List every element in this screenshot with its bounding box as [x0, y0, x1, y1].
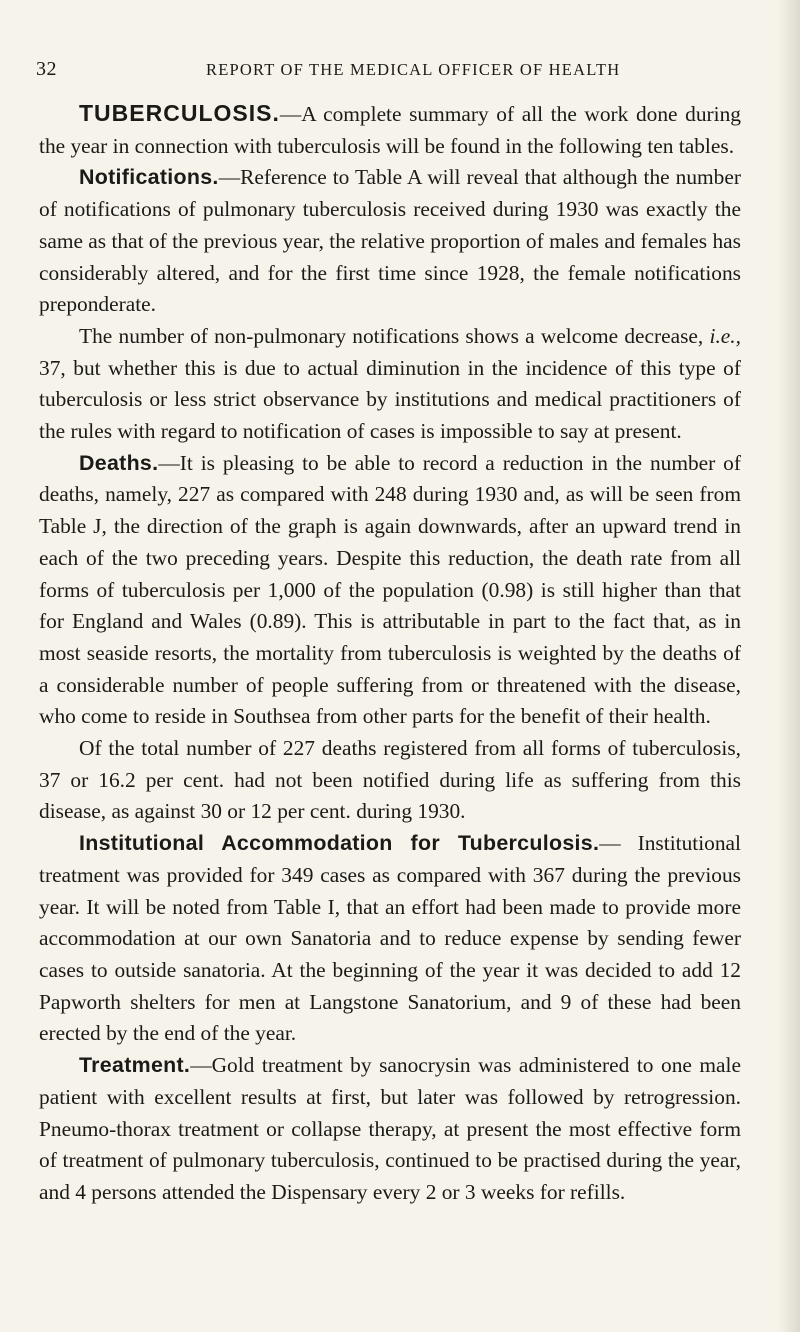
- paragraph-deaths: [39, 448, 741, 733]
- page-header: [36, 58, 730, 82]
- paragraph-tuberculosis: [39, 98, 741, 162]
- paragraph-non-pulmonary: [39, 321, 741, 448]
- running-title: REPORT OF THE MEDICAL OFFICER OF HEALTH: [206, 60, 621, 79]
- paragraph-institutional: [39, 828, 741, 1050]
- section-heading-treatment: Treatment.: [79, 1053, 191, 1078]
- paragraph-text: Of the total number of 227 deaths registered from all forms of tuberculosis, 37 or 16.2 per cent. had not been notified during life as suffering from this disease, as against 30 or 12 per cent. during 1930.: [39, 736, 741, 824]
- section-heading-institutional: Institutional Accommodation for Tuberculosis.: [79, 831, 600, 856]
- paragraph-treatment: [39, 1050, 741, 1209]
- section-heading-tuberculosis: TUBERCULOSIS.: [79, 100, 280, 126]
- paragraph-text: —Reference to Table A will reveal that although the number of notifications of pulmonary tuberculosis received during 1930 was exactly the same as that of the previous year, the relative proportion of males and females has considerably altered, and for the first time since 1928, the female notifications preponderate.: [39, 165, 741, 317]
- section-heading-notifications: Notifications.: [79, 165, 219, 190]
- italic-abbreviation: i.e.,: [709, 323, 741, 348]
- report-body: [39, 98, 741, 1209]
- paragraph-text: —A complete summary of all the work done during the year in connection with tuberculosis will be found in the following ten tables.: [39, 102, 741, 158]
- paragraph-text: — Institutional treatment was provided for 349 cases as compared with 367 during the previous year. It will be noted from Table I, that an effort had been made to provide more accommodation at our own Sanatoria and to reduce expense by sending fewer cases to outside sanatoria. At the beginning of the year it was decided to add 12 Papworth shelters for men at Langstone Sanatorium, and 9 of these had been erected by the end of the year.: [39, 831, 741, 1046]
- page-edge-shadow: [778, 0, 800, 1332]
- section-heading-deaths: Deaths.: [79, 450, 159, 475]
- paragraph-text: 37, but whether this is due to actual diminution in the incidence of this type of tuberculosis or less strict observance by institutions and medical practitioners of the rules with regard to notification of cases is impossible to say at present.: [39, 355, 741, 444]
- paragraph-text: —It is pleasing to be able to record a reduction in the number of deaths, namely, 227 as compared with 248 during 1930 and, as will be seen from Table J, the direction of the graph is again downwards, after an upward trend in each of the two preceding years. Despite this reduction, the death rate from all forms of tuberculosis per 1,000 of the population (0.98) is still higher than that for England and Wales (0.89). This is attributable in part to the fact that, as in most seaside resorts, the mortality from tuberculosis is weighted by the deaths of a considerable number of people suffering from or threatened with the disease, who come to reside in Southsea from other parts for the benefit of their health.: [39, 450, 741, 729]
- paragraph-notifications: [39, 162, 741, 321]
- paragraph-deaths-total: [39, 733, 741, 828]
- page-number: 32: [36, 58, 57, 80]
- paragraph-text: The number of non-pulmonary notifications shows a welcome decrease,: [79, 323, 710, 348]
- paragraph-text: —Gold treatment by sanocrysin was administered to one male patient with excellent results at first, but later was followed by retrogression. Pneumo-thorax treatment or collapse therapy, at present the most effective form of treatment of pulmonary tuberculosis, continued to be practised during the year, and 4 persons attended the Dispensary every 2 or 3 weeks for refills.: [39, 1053, 741, 1204]
